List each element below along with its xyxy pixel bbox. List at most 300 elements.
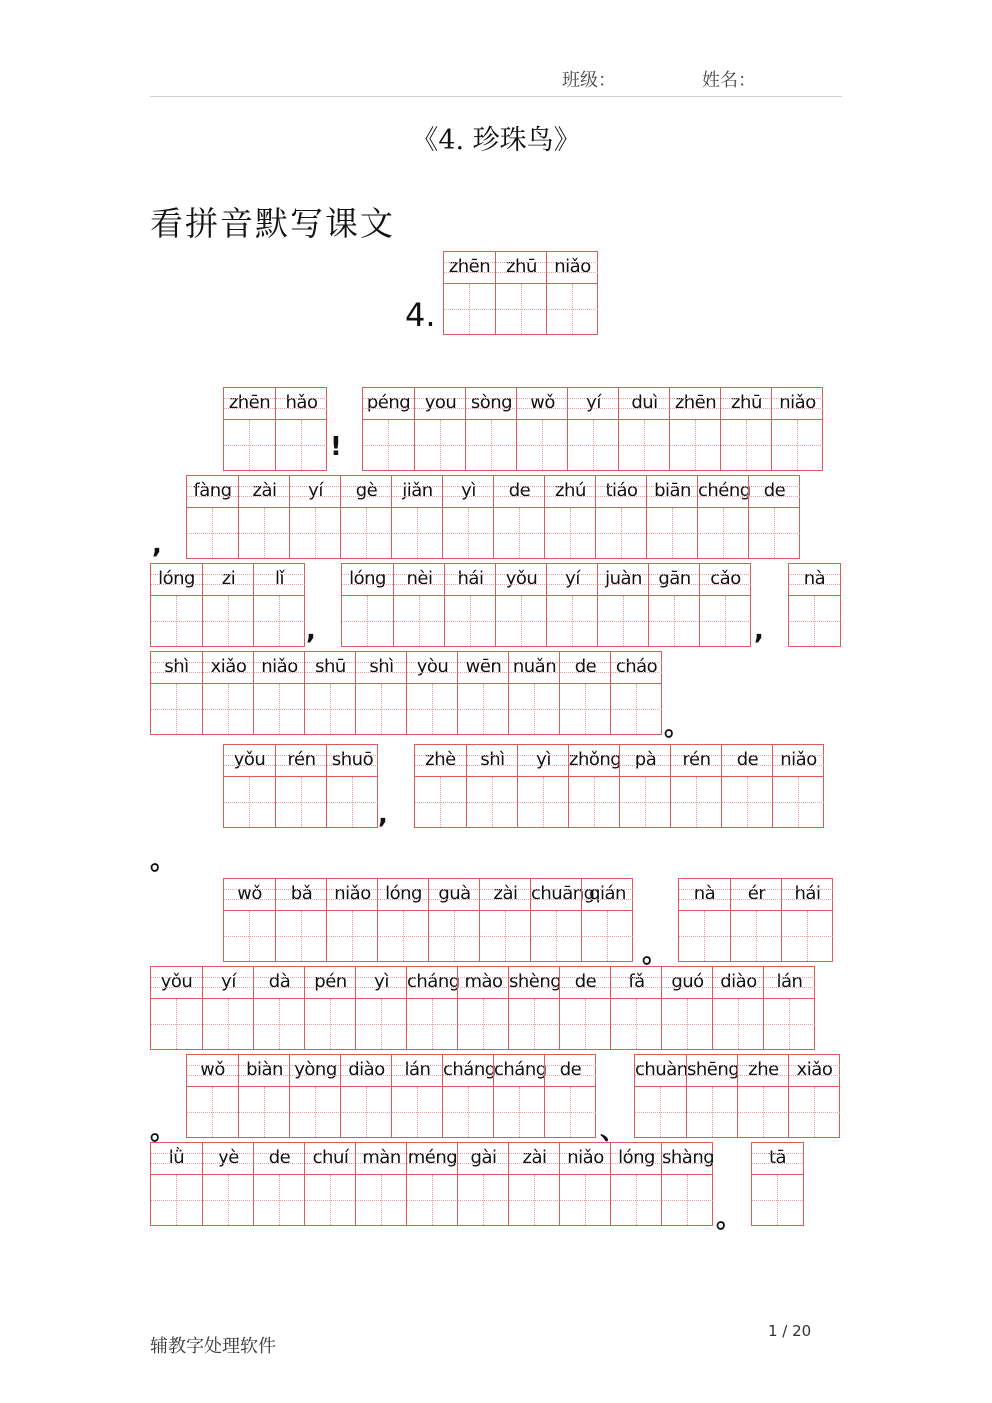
hanzi-writing-box[interactable]	[670, 420, 721, 470]
tianzige-cell[interactable]	[253, 1143, 304, 1225]
hanzi-writing-box[interactable]	[466, 420, 517, 470]
tianzige-cell[interactable]	[289, 1055, 340, 1137]
tianzige-cell[interactable]	[253, 652, 304, 734]
hanzi-writing-box[interactable]	[635, 1087, 686, 1137]
hanzi-writing-box[interactable]	[721, 420, 772, 470]
hanzi-writing-box[interactable]	[568, 420, 619, 470]
tianzige-cell[interactable]	[493, 1055, 547, 1137]
hanzi-writing-box[interactable]	[341, 1087, 392, 1137]
tianzige-cell[interactable]	[202, 564, 253, 646]
hanzi-writing-box[interactable]	[356, 684, 407, 734]
tianzige-cell[interactable]	[393, 564, 444, 646]
name-label: 姓名：	[702, 70, 756, 91]
tianzige-cell[interactable]	[788, 1055, 839, 1137]
tianzige-cell[interactable]	[697, 476, 751, 558]
punctuation-mark: 、	[600, 1116, 627, 1146]
pinyin-label: lǐ	[254, 564, 305, 596]
hanzi-writing-box[interactable]	[713, 999, 764, 1049]
hanzi-writing-box[interactable]	[749, 508, 800, 558]
hanzi-writing-box[interactable]	[467, 777, 518, 827]
tianzige-cell[interactable]	[495, 252, 546, 334]
pinyin-label: lóng	[611, 1143, 662, 1175]
tianzige-cell[interactable]	[679, 879, 730, 961]
tianzige-cell[interactable]	[342, 564, 393, 646]
pinyin-grid	[341, 563, 751, 647]
tianzige-cell[interactable]	[377, 879, 428, 961]
hanzi-writing-box[interactable]	[494, 1087, 545, 1137]
tianzige-cell[interactable]	[670, 745, 721, 827]
tianzige-cell[interactable]	[493, 476, 544, 558]
tianzige-cell[interactable]	[414, 388, 465, 470]
tianzige-cell[interactable]	[224, 388, 275, 470]
tianzige-cell[interactable]	[340, 1055, 391, 1137]
tianzige-cell[interactable]	[508, 967, 562, 1049]
hanzi-writing-box[interactable]	[611, 684, 662, 734]
hanzi-writing-box[interactable]	[203, 596, 254, 646]
pinyin-label: yí	[290, 476, 341, 508]
punctuation-mark: ,	[306, 616, 316, 646]
tianzige-cell[interactable]	[304, 652, 355, 734]
tianzige-cell[interactable]	[442, 1055, 496, 1137]
hanzi-writing-box[interactable]	[662, 999, 713, 1049]
hanzi-writing-box[interactable]	[151, 999, 202, 1049]
tianzige-cell[interactable]	[699, 564, 750, 646]
tianzige-cell[interactable]	[712, 967, 763, 1049]
hanzi-writing-box[interactable]	[764, 999, 815, 1049]
pinyin-label: tā	[752, 1143, 803, 1175]
pinyin-label: shì	[467, 745, 518, 777]
tianzige-cell[interactable]	[326, 745, 377, 827]
pinyin-label: yí	[203, 967, 254, 999]
tianzige-cell[interactable]	[151, 652, 202, 734]
hanzi-writing-box[interactable]	[722, 777, 773, 827]
pinyin-label: rén	[276, 745, 327, 777]
tianzige-cell[interactable]	[495, 564, 546, 646]
hanzi-writing-box[interactable]	[700, 596, 751, 646]
pinyin-label: xiǎo	[789, 1055, 840, 1087]
pinyin-label: diào	[341, 1055, 392, 1087]
tianzige-cell[interactable]	[669, 388, 720, 470]
punctuation-mark: 。	[642, 939, 669, 969]
hanzi-writing-box[interactable]	[363, 420, 414, 470]
pinyin-label: qián	[582, 879, 633, 911]
hanzi-writing-box[interactable]	[518, 777, 569, 827]
hanzi-writing-box[interactable]	[773, 777, 824, 827]
tianzige-cell[interactable]	[363, 388, 414, 470]
tianzige-cell[interactable]	[304, 1143, 355, 1225]
hanzi-writing-box[interactable]	[203, 999, 254, 1049]
hanzi-writing-box[interactable]	[187, 508, 238, 558]
hanzi-writing-box[interactable]	[203, 1175, 254, 1225]
tianzige-cell[interactable]	[275, 745, 326, 827]
tianzige-cell[interactable]	[355, 967, 406, 1049]
hanzi-writing-box[interactable]	[290, 508, 341, 558]
hanzi-writing-box[interactable]	[772, 420, 823, 470]
tianzige-cell[interactable]	[772, 745, 823, 827]
hanzi-writing-box[interactable]	[254, 999, 305, 1049]
pinyin-grid	[150, 1142, 713, 1226]
hanzi-writing-box[interactable]	[458, 999, 509, 1049]
tianzige-cell[interactable]	[457, 1143, 508, 1225]
hanzi-writing-box[interactable]	[187, 1087, 238, 1137]
hanzi-writing-box[interactable]	[598, 596, 649, 646]
pinyin-label: chuí	[305, 1143, 356, 1175]
pinyin-label: niǎo	[560, 1143, 611, 1175]
hanzi-writing-box[interactable]	[458, 1175, 509, 1225]
pinyin-label: zhǒng	[569, 745, 620, 777]
lesson-number: 4.	[405, 296, 436, 334]
tianzige-cell[interactable]	[752, 1143, 803, 1225]
hanzi-writing-box[interactable]	[647, 508, 698, 558]
hanzi-writing-box[interactable]	[276, 911, 327, 961]
pinyin-label: yòu	[407, 652, 458, 684]
pinyin-label: biān	[647, 476, 698, 508]
hanzi-writing-box[interactable]	[496, 596, 547, 646]
tianzige-cell[interactable]	[635, 1055, 686, 1137]
tianzige-cell[interactable]	[730, 879, 781, 961]
tianzige-cell[interactable]	[289, 476, 340, 558]
hanzi-writing-box[interactable]	[305, 684, 356, 734]
hanzi-writing-box[interactable]	[789, 1087, 840, 1137]
hanzi-writing-box[interactable]	[392, 1087, 443, 1137]
tianzige-cell[interactable]	[151, 967, 202, 1049]
hanzi-writing-box[interactable]	[560, 684, 611, 734]
pinyin-label: zhēn	[224, 388, 275, 420]
pinyin-label: rén	[671, 745, 722, 777]
hanzi-writing-box[interactable]	[619, 420, 670, 470]
pinyin-label: cǎo	[700, 564, 751, 596]
hanzi-writing-box[interactable]	[327, 911, 378, 961]
tianzige-cell[interactable]	[465, 388, 516, 470]
pinyin-label: shì	[151, 652, 202, 684]
pinyin-label: zi	[203, 564, 254, 596]
hanzi-writing-box[interactable]	[356, 999, 407, 1049]
tianzige-cell[interactable]	[546, 252, 597, 334]
tianzige-cell[interactable]	[508, 652, 559, 734]
hanzi-writing-box[interactable]	[738, 1087, 789, 1137]
pinyin-grid	[362, 387, 823, 471]
hanzi-writing-box[interactable]	[224, 911, 275, 961]
pinyin-label: duì	[619, 388, 670, 420]
tianzige-cell[interactable]	[748, 476, 799, 558]
pinyin-label: zài	[239, 476, 290, 508]
hanzi-writing-box[interactable]	[394, 596, 445, 646]
tianzige-cell[interactable]	[559, 1143, 610, 1225]
tianzige-cell[interactable]	[559, 652, 610, 734]
tianzige-cell[interactable]	[406, 652, 457, 734]
tianzige-cell[interactable]	[457, 652, 508, 734]
hanzi-writing-box[interactable]	[239, 508, 290, 558]
tianzige-cell[interactable]	[597, 564, 648, 646]
pinyin-label: zài	[480, 879, 531, 911]
pinyin-label: yè	[203, 1143, 254, 1175]
pinyin-label: lóng	[378, 879, 429, 911]
hanzi-writing-box[interactable]	[203, 684, 254, 734]
tianzige-cell[interactable]	[595, 476, 646, 558]
pinyin-label: chuàn	[635, 1055, 686, 1087]
pinyin-label: lán	[392, 1055, 443, 1087]
tianzige-cell[interactable]	[442, 476, 493, 558]
tianzige-cell[interactable]	[275, 879, 326, 961]
hanzi-writing-box[interactable]	[545, 508, 596, 558]
pinyin-label: niǎo	[772, 388, 823, 420]
tianzige-cell[interactable]	[253, 564, 304, 646]
pinyin-label: wǒ	[517, 388, 568, 420]
pinyin-grid	[678, 878, 833, 962]
hanzi-writing-box[interactable]	[276, 420, 327, 470]
pinyin-label: zhe	[738, 1055, 789, 1087]
hanzi-writing-box[interactable]	[151, 1175, 202, 1225]
pinyin-label: pà	[620, 745, 671, 777]
header-divider	[150, 96, 842, 97]
tianzige-cell[interactable]	[340, 476, 391, 558]
hanzi-writing-box[interactable]	[496, 284, 547, 334]
pinyin-label: wǒ	[224, 879, 275, 911]
tianzige-cell[interactable]	[544, 1055, 595, 1137]
class-label: 班级：	[562, 70, 616, 91]
hanzi-writing-box[interactable]	[509, 999, 560, 1049]
hanzi-writing-box[interactable]	[509, 1175, 560, 1225]
hanzi-writing-box[interactable]	[224, 777, 275, 827]
tianzige-cell[interactable]	[187, 476, 238, 558]
hanzi-writing-box[interactable]	[698, 508, 749, 558]
tianzige-cell[interactable]	[406, 967, 460, 1049]
tianzige-cell[interactable]	[781, 879, 832, 961]
tianzige-cell[interactable]	[275, 388, 326, 470]
hanzi-writing-box[interactable]	[407, 999, 458, 1049]
hanzi-writing-box[interactable]	[151, 684, 202, 734]
hanzi-writing-box[interactable]	[547, 596, 598, 646]
hanzi-writing-box[interactable]	[480, 911, 531, 961]
page-title: 《4. 珍珠鸟》	[411, 125, 581, 156]
hanzi-writing-box[interactable]	[290, 1087, 341, 1137]
tianzige-cell[interactable]	[610, 652, 661, 734]
hanzi-writing-box[interactable]	[254, 596, 305, 646]
hanzi-writing-box[interactable]	[679, 911, 730, 961]
pinyin-label: yǒu	[224, 745, 275, 777]
hanzi-writing-box[interactable]	[752, 1175, 803, 1225]
pinyin-label: xiǎo	[203, 652, 254, 684]
pinyin-label: gè	[341, 476, 392, 508]
pinyin-label: hái	[782, 879, 833, 911]
hanzi-writing-box[interactable]	[444, 284, 495, 334]
pinyin-label: wēn	[458, 652, 509, 684]
hanzi-writing-box[interactable]	[151, 596, 202, 646]
hanzi-writing-box[interactable]	[611, 999, 662, 1049]
tianzige-cell[interactable]	[151, 564, 202, 646]
tianzige-cell[interactable]	[789, 564, 840, 646]
tianzige-cell[interactable]	[428, 879, 479, 961]
pinyin-label: yì	[443, 476, 494, 508]
tianzige-cell[interactable]	[720, 388, 771, 470]
tianzige-cell[interactable]	[479, 879, 530, 961]
tianzige-cell[interactable]	[546, 564, 597, 646]
tianzige-cell[interactable]	[610, 1143, 661, 1225]
punctuation-mark: 。	[150, 1116, 177, 1146]
pinyin-label: màn	[356, 1143, 407, 1175]
pinyin-label: hái	[445, 564, 496, 596]
tianzige-cell[interactable]	[224, 879, 275, 961]
pinyin-label: tiáo	[596, 476, 647, 508]
hanzi-writing-box[interactable]	[378, 911, 429, 961]
hanzi-writing-box[interactable]	[662, 1175, 713, 1225]
tianzige-cell[interactable]	[202, 967, 253, 1049]
tianzige-cell[interactable]	[516, 388, 567, 470]
tianzige-cell[interactable]	[648, 564, 699, 646]
tianzige-cell[interactable]	[187, 1055, 238, 1137]
hanzi-writing-box[interactable]	[789, 596, 840, 646]
hanzi-writing-box[interactable]	[569, 777, 620, 827]
tianzige-cell[interactable]	[202, 652, 253, 734]
tianzige-cell[interactable]	[646, 476, 697, 558]
tianzige-cell[interactable]	[610, 967, 661, 1049]
pinyin-label: yǒu	[151, 967, 202, 999]
pinyin-label: de	[749, 476, 800, 508]
hanzi-writing-box[interactable]	[611, 1175, 662, 1225]
hanzi-writing-box[interactable]	[341, 508, 392, 558]
hanzi-writing-box[interactable]	[356, 1175, 407, 1225]
tianzige-cell[interactable]	[253, 967, 304, 1049]
hanzi-writing-box[interactable]	[239, 1087, 290, 1137]
pinyin-label: zhēn	[670, 388, 721, 420]
pinyin-label: méng	[407, 1143, 458, 1175]
tianzige-cell[interactable]	[661, 967, 712, 1049]
hanzi-writing-box[interactable]	[620, 777, 671, 827]
hanzi-writing-box[interactable]	[342, 596, 393, 646]
punctuation-mark: ,	[754, 616, 764, 646]
hanzi-writing-box[interactable]	[582, 911, 633, 961]
hanzi-writing-box[interactable]	[687, 1087, 738, 1137]
pinyin-label: sòng	[466, 388, 517, 420]
tianzige-cell[interactable]	[238, 1055, 289, 1137]
pinyin-label: chéng	[698, 476, 749, 508]
pinyin-label: shēng	[687, 1055, 738, 1087]
hanzi-writing-box[interactable]	[458, 684, 509, 734]
hanzi-writing-box[interactable]	[782, 911, 833, 961]
tianzige-cell[interactable]	[151, 1143, 202, 1225]
hanzi-writing-box[interactable]	[494, 508, 545, 558]
tianzige-cell[interactable]	[581, 879, 632, 961]
tianzige-cell[interactable]	[517, 745, 568, 827]
punctuation-mark: ,	[378, 800, 388, 830]
tianzige-cell[interactable]	[686, 1055, 740, 1137]
tianzige-cell[interactable]	[391, 476, 442, 558]
pinyin-label: yí	[547, 564, 598, 596]
tianzige-cell[interactable]	[444, 564, 495, 646]
pinyin-label: shàng	[662, 1143, 713, 1175]
hanzi-writing-box[interactable]	[407, 684, 458, 734]
tianzige-cell[interactable]	[559, 967, 610, 1049]
pinyin-label: péng	[363, 388, 414, 420]
pinyin-label: gān	[649, 564, 700, 596]
hanzi-writing-box[interactable]	[560, 999, 611, 1049]
tianzige-cell[interactable]	[444, 252, 495, 334]
hanzi-writing-box[interactable]	[305, 1175, 356, 1225]
tianzige-cell[interactable]	[406, 1143, 457, 1225]
tianzige-cell[interactable]	[530, 879, 595, 961]
pinyin-grid	[150, 563, 305, 647]
pinyin-grid	[150, 651, 662, 735]
hanzi-writing-box[interactable]	[731, 911, 782, 961]
hanzi-writing-box[interactable]	[445, 596, 496, 646]
pinyin-label: shuō	[327, 745, 378, 777]
pinyin-label: bǎ	[276, 879, 327, 911]
tianzige-cell[interactable]	[457, 967, 508, 1049]
tianzige-cell[interactable]	[544, 476, 595, 558]
hanzi-writing-box[interactable]	[415, 420, 466, 470]
pinyin-grid	[788, 563, 841, 647]
tianzige-cell[interactable]	[763, 967, 814, 1049]
tianzige-cell[interactable]	[721, 745, 772, 827]
hanzi-writing-box[interactable]	[560, 1175, 611, 1225]
hanzi-writing-box[interactable]	[443, 1087, 494, 1137]
tianzige-cell[interactable]	[619, 745, 670, 827]
hanzi-writing-box[interactable]	[545, 1087, 596, 1137]
hanzi-writing-box[interactable]	[327, 777, 378, 827]
hanzi-writing-box[interactable]	[429, 911, 480, 961]
tianzige-cell[interactable]	[391, 1055, 442, 1137]
hanzi-writing-box[interactable]	[276, 777, 327, 827]
tianzige-cell[interactable]	[202, 1143, 253, 1225]
tianzige-cell[interactable]	[567, 388, 618, 470]
hanzi-writing-box[interactable]	[254, 684, 305, 734]
tianzige-cell[interactable]	[238, 476, 289, 558]
tianzige-cell[interactable]	[415, 745, 466, 827]
pinyin-grid	[223, 387, 327, 471]
hanzi-writing-box[interactable]	[254, 1175, 305, 1225]
pinyin-label: gài	[458, 1143, 509, 1175]
hanzi-writing-box[interactable]	[671, 777, 722, 827]
hanzi-writing-box[interactable]	[407, 1175, 458, 1225]
tianzige-cell[interactable]	[737, 1055, 788, 1137]
pinyin-label: yì	[356, 967, 407, 999]
tianzige-cell[interactable]	[661, 1143, 715, 1225]
pinyin-label: de	[545, 1055, 596, 1087]
hanzi-writing-box[interactable]	[517, 420, 568, 470]
hanzi-writing-box[interactable]	[305, 999, 356, 1049]
hanzi-writing-box[interactable]	[443, 508, 494, 558]
pinyin-label: lóng	[151, 564, 202, 596]
tianzige-cell[interactable]	[304, 967, 355, 1049]
tianzige-cell[interactable]	[568, 745, 622, 827]
hanzi-writing-box[interactable]	[224, 420, 275, 470]
tianzige-cell[interactable]	[466, 745, 517, 827]
tianzige-cell[interactable]	[771, 388, 822, 470]
pinyin-label: you	[415, 388, 466, 420]
hanzi-writing-box[interactable]	[509, 684, 560, 734]
hanzi-writing-box[interactable]	[547, 284, 598, 334]
pinyin-label: nuǎn	[509, 652, 560, 684]
tianzige-cell[interactable]	[224, 745, 275, 827]
hanzi-writing-box[interactable]	[596, 508, 647, 558]
hanzi-writing-box[interactable]	[649, 596, 700, 646]
punctuation-mark: 。	[150, 846, 177, 876]
tianzige-cell[interactable]	[355, 1143, 406, 1225]
pinyin-label: lǜ	[151, 1143, 202, 1175]
pinyin-label: wǒ	[187, 1055, 238, 1087]
tianzige-cell[interactable]	[618, 388, 669, 470]
pinyin-label: zhú	[545, 476, 596, 508]
pinyin-grid	[443, 251, 598, 335]
tianzige-cell[interactable]	[508, 1143, 559, 1225]
tianzige-cell[interactable]	[355, 652, 406, 734]
hanzi-writing-box[interactable]	[415, 777, 466, 827]
pinyin-label: yí	[568, 388, 619, 420]
hanzi-writing-box[interactable]	[392, 508, 443, 558]
pinyin-label: de	[254, 1143, 305, 1175]
tianzige-cell[interactable]	[326, 879, 377, 961]
hanzi-writing-box[interactable]	[531, 911, 582, 961]
